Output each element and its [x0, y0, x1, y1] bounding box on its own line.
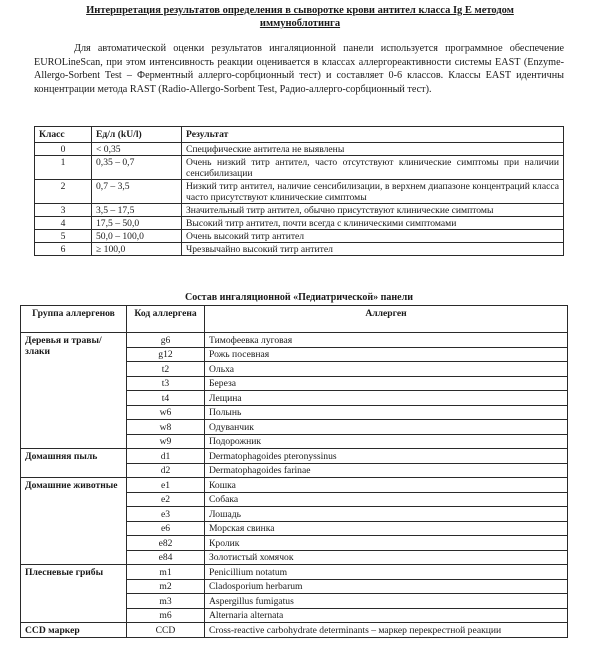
allergen-name: Aspergillus fumigatus [205, 594, 568, 609]
result-text: Высокий титр антител, почти всегда с клиническими симптомами [182, 217, 564, 230]
class-value: 5 [35, 230, 92, 243]
units-value: 0,35 – 0,7 [92, 156, 182, 180]
panel-table-header [21, 306, 568, 333]
units-value: 17,5 – 50,0 [92, 217, 182, 230]
document-title [40, 4, 560, 30]
class-row [35, 243, 564, 256]
allergen-row [21, 333, 568, 348]
header-class: Класс [35, 127, 92, 143]
allergen-row [21, 376, 568, 391]
classes-table [34, 126, 564, 256]
allergen-code: w8 [127, 420, 205, 435]
class-value: 0 [35, 143, 92, 156]
group-cell [21, 507, 127, 522]
allergen-code: e1 [127, 478, 205, 493]
class-value: 6 [35, 243, 92, 256]
group-cell [21, 420, 127, 435]
result-text: Значительный титр антител, обычно присутствуют клинические симптомы [182, 204, 564, 217]
allergen-code: e2 [127, 492, 205, 507]
allergen-row [21, 405, 568, 420]
allergen-code: e3 [127, 507, 205, 522]
allergen-row [21, 550, 568, 565]
allergen-row [21, 608, 568, 623]
allergen-code: g12 [127, 347, 205, 362]
result-text: Чрезвычайно высокий титр антител [182, 243, 564, 256]
allergen-row [21, 362, 568, 377]
allergen-name: Alternaria alternata [205, 608, 568, 623]
allergen-code: e82 [127, 536, 205, 551]
group-name: Домашняя пыль [21, 449, 127, 478]
allergen-code: m6 [127, 608, 205, 623]
classes-table-header [35, 127, 564, 143]
group-cell [21, 434, 127, 449]
allergen-name: Cross-reactive carbohydrate determinants – маркер перекрестной реакции [205, 623, 568, 638]
group-cell [21, 608, 127, 623]
allergen-code: m3 [127, 594, 205, 609]
allergen-code: t4 [127, 391, 205, 406]
allergen-code: m2 [127, 579, 205, 594]
allergen-name: Береза [205, 376, 568, 391]
allergen-name: Подорожник [205, 434, 568, 449]
allergen-code: e84 [127, 550, 205, 565]
allergen-row [21, 507, 568, 522]
allergen-name: Dermatophagoides farinae [205, 463, 568, 478]
allergen-name: Рожь посевная [205, 347, 568, 362]
group-name: CCD маркер [21, 623, 127, 638]
allergen-row [21, 449, 568, 464]
allergen-name: Собака [205, 492, 568, 507]
allergen-name: Морская свинка [205, 521, 568, 536]
result-text: Специфические антитела не выявлены [182, 143, 564, 156]
intro-paragraph: Для автоматической оценки результатов ингаляционной панели используется программное обеспечение EUROLineScan, при этом интенсивность реакции оценивается в классах аллергореактивности системы EAST (Enzyme-Allergo-Sorbent Test – Ферментный аллерго-сорбционный тест) и составляет 0-6 классов. Классы EAST идентичны концентрации метода RAST (Radio-Allergo-Sorbent Test, Радио-аллерго-сорбционный тест). [34, 43, 564, 95]
result-text: Очень высокий титр антител [182, 230, 564, 243]
allergen-row [21, 594, 568, 609]
header-group: Группа аллергенов [21, 306, 127, 333]
allergen-row [21, 420, 568, 435]
allergen-name: Золотистый хомячок [205, 550, 568, 565]
class-value: 3 [35, 204, 92, 217]
allergen-code: d2 [127, 463, 205, 478]
allergen-name: Кошка [205, 478, 568, 493]
allergen-name: Тимофеевка луговая [205, 333, 568, 348]
header-allergen: Аллерген [205, 306, 568, 333]
group-cell [21, 521, 127, 536]
allergen-row [21, 478, 568, 493]
allergen-code: w6 [127, 405, 205, 420]
allergen-name: Лещина [205, 391, 568, 406]
allergen-name: Лошадь [205, 507, 568, 522]
group-cell [21, 405, 127, 420]
group-name: Плесневые грибы [21, 565, 127, 594]
allergen-code: d1 [127, 449, 205, 464]
group-cell [21, 550, 127, 565]
allergen-name: Кролик [205, 536, 568, 551]
units-value: < 0,35 [92, 143, 182, 156]
allergen-code: g6 [127, 333, 205, 348]
units-value: 0,7 – 3,5 [92, 180, 182, 204]
group-cell [21, 594, 127, 609]
allergen-row [21, 521, 568, 536]
title-line-2: иммуноблотинга [259, 18, 341, 29]
allergen-name: Dermatophagoides pteronyssinus [205, 449, 568, 464]
header-code: Код аллергена [127, 306, 205, 333]
result-text: Очень низкий титр антител, часто отсутствуют клинические симптомы при наличии сенсибилизации [182, 156, 564, 180]
units-value: ≥ 100,0 [92, 243, 182, 256]
allergen-row [21, 565, 568, 580]
allergen-name: Полынь [205, 405, 568, 420]
panel-title: Состав ингаляционной «Педиатрической» панели [185, 292, 413, 303]
header-units: Ед/л (kU/l) [92, 127, 182, 143]
allergen-row [21, 536, 568, 551]
class-row [35, 217, 564, 230]
group-cell [21, 362, 127, 377]
allergen-code: w9 [127, 434, 205, 449]
allergen-code: t3 [127, 376, 205, 391]
group-cell [21, 376, 127, 391]
class-row [35, 156, 564, 180]
allergen-row [21, 391, 568, 406]
allergen-row [21, 623, 568, 638]
allergen-code: m1 [127, 565, 205, 580]
allergen-name: Ольха [205, 362, 568, 377]
class-row [35, 204, 564, 217]
header-result: Результат [182, 127, 564, 143]
result-text: Низкий титр антител, наличие сенсибилизации, в верхнем диапазоне концентраций класса часто присутствуют клинические симптомы [182, 180, 564, 204]
group-cell [21, 391, 127, 406]
class-row [35, 180, 564, 204]
title-line-1: Интерпретация результатов определения в сыворотке крови антител класса Ig E методом [86, 5, 514, 16]
units-value: 50,0 – 100,0 [92, 230, 182, 243]
group-name: Домашние животные [21, 478, 127, 507]
allergen-code: e6 [127, 521, 205, 536]
allergen-name: Cladosporium herbarum [205, 579, 568, 594]
allergen-row [21, 434, 568, 449]
units-value: 3,5 – 17,5 [92, 204, 182, 217]
class-value: 1 [35, 156, 92, 180]
panel-table [20, 305, 568, 638]
allergen-name: Penicillium notatum [205, 565, 568, 580]
allergen-code: t2 [127, 362, 205, 377]
class-value: 4 [35, 217, 92, 230]
class-row [35, 143, 564, 156]
allergen-code: CCD [127, 623, 205, 638]
group-name: Деревья и травы/злаки [21, 333, 127, 362]
class-value: 2 [35, 180, 92, 204]
allergen-name: Одуванчик [205, 420, 568, 435]
class-row [35, 230, 564, 243]
group-cell [21, 536, 127, 551]
